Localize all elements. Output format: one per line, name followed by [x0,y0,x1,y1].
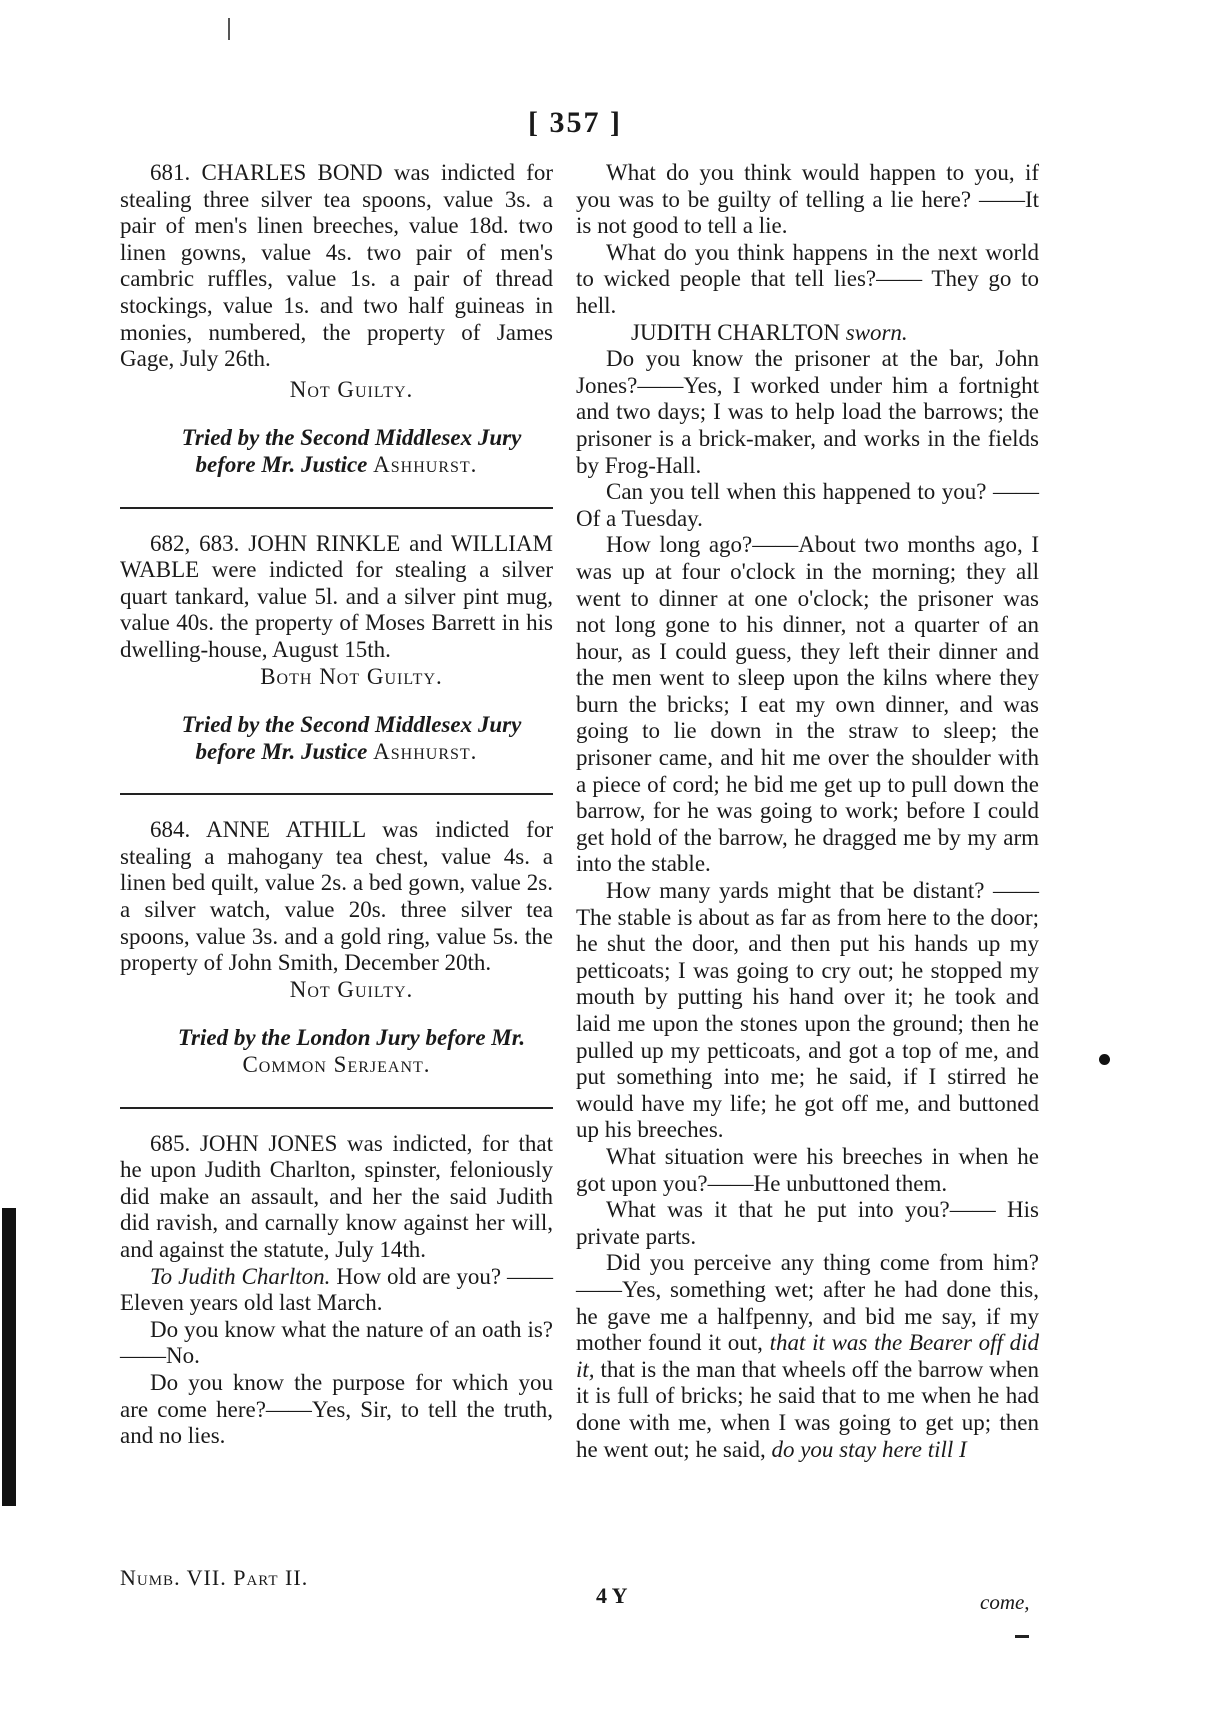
testimony-paragraph: What do you think would happen to you, if you was to be guilty of telling a lie here? ——It is not good to tell a lie. [576,160,1039,239]
text-run: that is the man that wheels off the barrow when it is full of bricks; he said that to me when he had done with me, when I was going to get up; then he went out; he said, [576,1356,1040,1462]
witness-name: JUDITH CHARLTON [631,319,840,345]
tried-text: Tried by the Second Middlesex Jury before Mr. Justice [181,425,522,477]
witness-label: To Judith Charlton. [150,1263,331,1289]
tried-text: Tried by the London Jury before Mr. [177,1025,526,1051]
case-685-question-oath: Do you know what the nature of an oath is?——No. [120,1316,553,1369]
text-run: Did you perceive any thing come from him?——Yes, something wet; after he had done this, he gave me a halfpenny, and bid me say, if my mother found it out, [576,1250,1039,1356]
case-681-text: 681. CHARLES BOND was indicted for stealing three silver tea spoons, value 3s. a pair of men's linen breeches, value 18d. two linen gowns, value 4s. two pair of men's cambric ruffles, value 1s. a pair of thread stockings, value 1s. and two half guineas in monies, numbered, the property of James Gage, July 26th. [120,160,553,372]
footer-numb: Numb. VII. Part II. [120,1565,309,1590]
case-682-tried [120,712,553,765]
case-681-tried [120,425,553,478]
case-684-tried [120,1025,553,1078]
scan-edge-bar [2,1208,16,1506]
left-column [120,160,553,1450]
question-text: How old are you? ——Eleven years old last March. [120,1263,553,1316]
scan-dot [1099,1054,1110,1065]
judge-name: Ashhurst. [373,451,478,477]
case-685-text: 685. JOHN JONES was indicted, for that he upon Judith Charlton, spinster, feloniously did make an assault, and her the said Judith did ravish, and carnally know against her will, and against the statute, July 14th. [120,1130,553,1262]
tried-text: Tried by the Second Middlesex Jury before Mr. Justice [181,712,522,764]
testimony-paragraph: What do you think happens in the next world to wicked people that tell lies?—— They go to hell. [576,239,1039,318]
testimony-paragraph: How long ago?——About two months ago, I was up at four o'clock in the morning; they all went to dinner at one o'clock; the prisoner was not long gone to his dinner, not a quarter of an hour, as I could guess, they left their dinner and the men went to sleep upon the kilns where they burn the bricks; I eat my own dinner, and was going to lie down in the straw to sleep; the prisoner came, and hit me over the shoulder with a piece of cord; he bid me get up to pull down the barrow, for he was going to work; before I could get hold of the barrow, he dragged me by my arm into the stable. [576,532,1039,877]
testimony-paragraph: Do you know the prisoner at the bar, John Jones?——Yes, I worked under him a fortnight and two days; I was to help load the barrows; the prisoner is a brick-maker, and works in the fields by Frog-Hall. [576,346,1039,478]
case-682-verdict: Both Not Guilty. [260,663,443,689]
testimony-paragraph [576,1250,1039,1463]
page-number: [ 357 ] [528,106,622,139]
section-rule [120,507,553,509]
case-685-question-purpose: Do you know the purpose for which you are come here?——Yes, Sir, to tell the truth, and no lies. [120,1369,553,1449]
italic-run: do you stay here till I [771,1436,967,1462]
right-column [576,160,1039,1463]
case-685-question-age [120,1264,553,1317]
catchword: come, [980,1590,1030,1614]
testimony-paragraph: What was it that he put into you?—— His private parts. [576,1197,1039,1249]
sworn-heading [576,320,1039,347]
italic-run: that it was the Bearer off did it, [576,1330,1040,1382]
testimony-paragraph: What situation were his breeches in when he got upon you?——He unbuttoned them. [576,1143,1039,1196]
testimony-paragraph: Can you tell when this happened to you? ——Of a Tuesday. [576,479,1039,531]
testimony-paragraph: How many yards might that be distant? ——The stable is about as far as from here to the door; he shut the door, and then put his hands up my petticoats; I was going to cry out; he stopped my mouth by putting his hand over it; he took and laid me upon the stones upon the ground; then he pulled up my petticoats, and got a top of me, and put something into me; he said, if I stirred he would have my life; he got off me, and buttoned up his breeches. [576,878,1039,1143]
section-rule [120,1107,553,1109]
scan-speck [228,18,230,40]
scan-dash [1015,1635,1029,1638]
case-681-verdict: Not Guilty. [289,376,414,402]
signature-mark: 4 Y [596,1583,628,1608]
sworn-word: sworn. [845,319,908,345]
case-682-text: 682, 683. JOHN RINKLE and WILLIAM WABLE were indicted for stealing a silver quart tankard, value 5l. and a silver pint mug, value 40s. the property of Moses Barrett in his dwelling-house, August 15th. [120,530,553,662]
judge-name: Common Serjeant. [242,1052,431,1078]
case-684-text: 684. ANNE ATHILL was indicted for stealing a mahogany tea chest, value 4s. a linen bed quilt, value 2s. a bed gown, value 2s. a silver watch, value 20s. three silver tea spoons, value 3s. and a gold ring, value 5s. the property of John Smith, December 20th. [120,817,553,976]
section-rule [120,793,553,795]
case-684-verdict: Not Guilty. [289,976,414,1002]
judge-name: Ashhurst. [373,738,478,764]
